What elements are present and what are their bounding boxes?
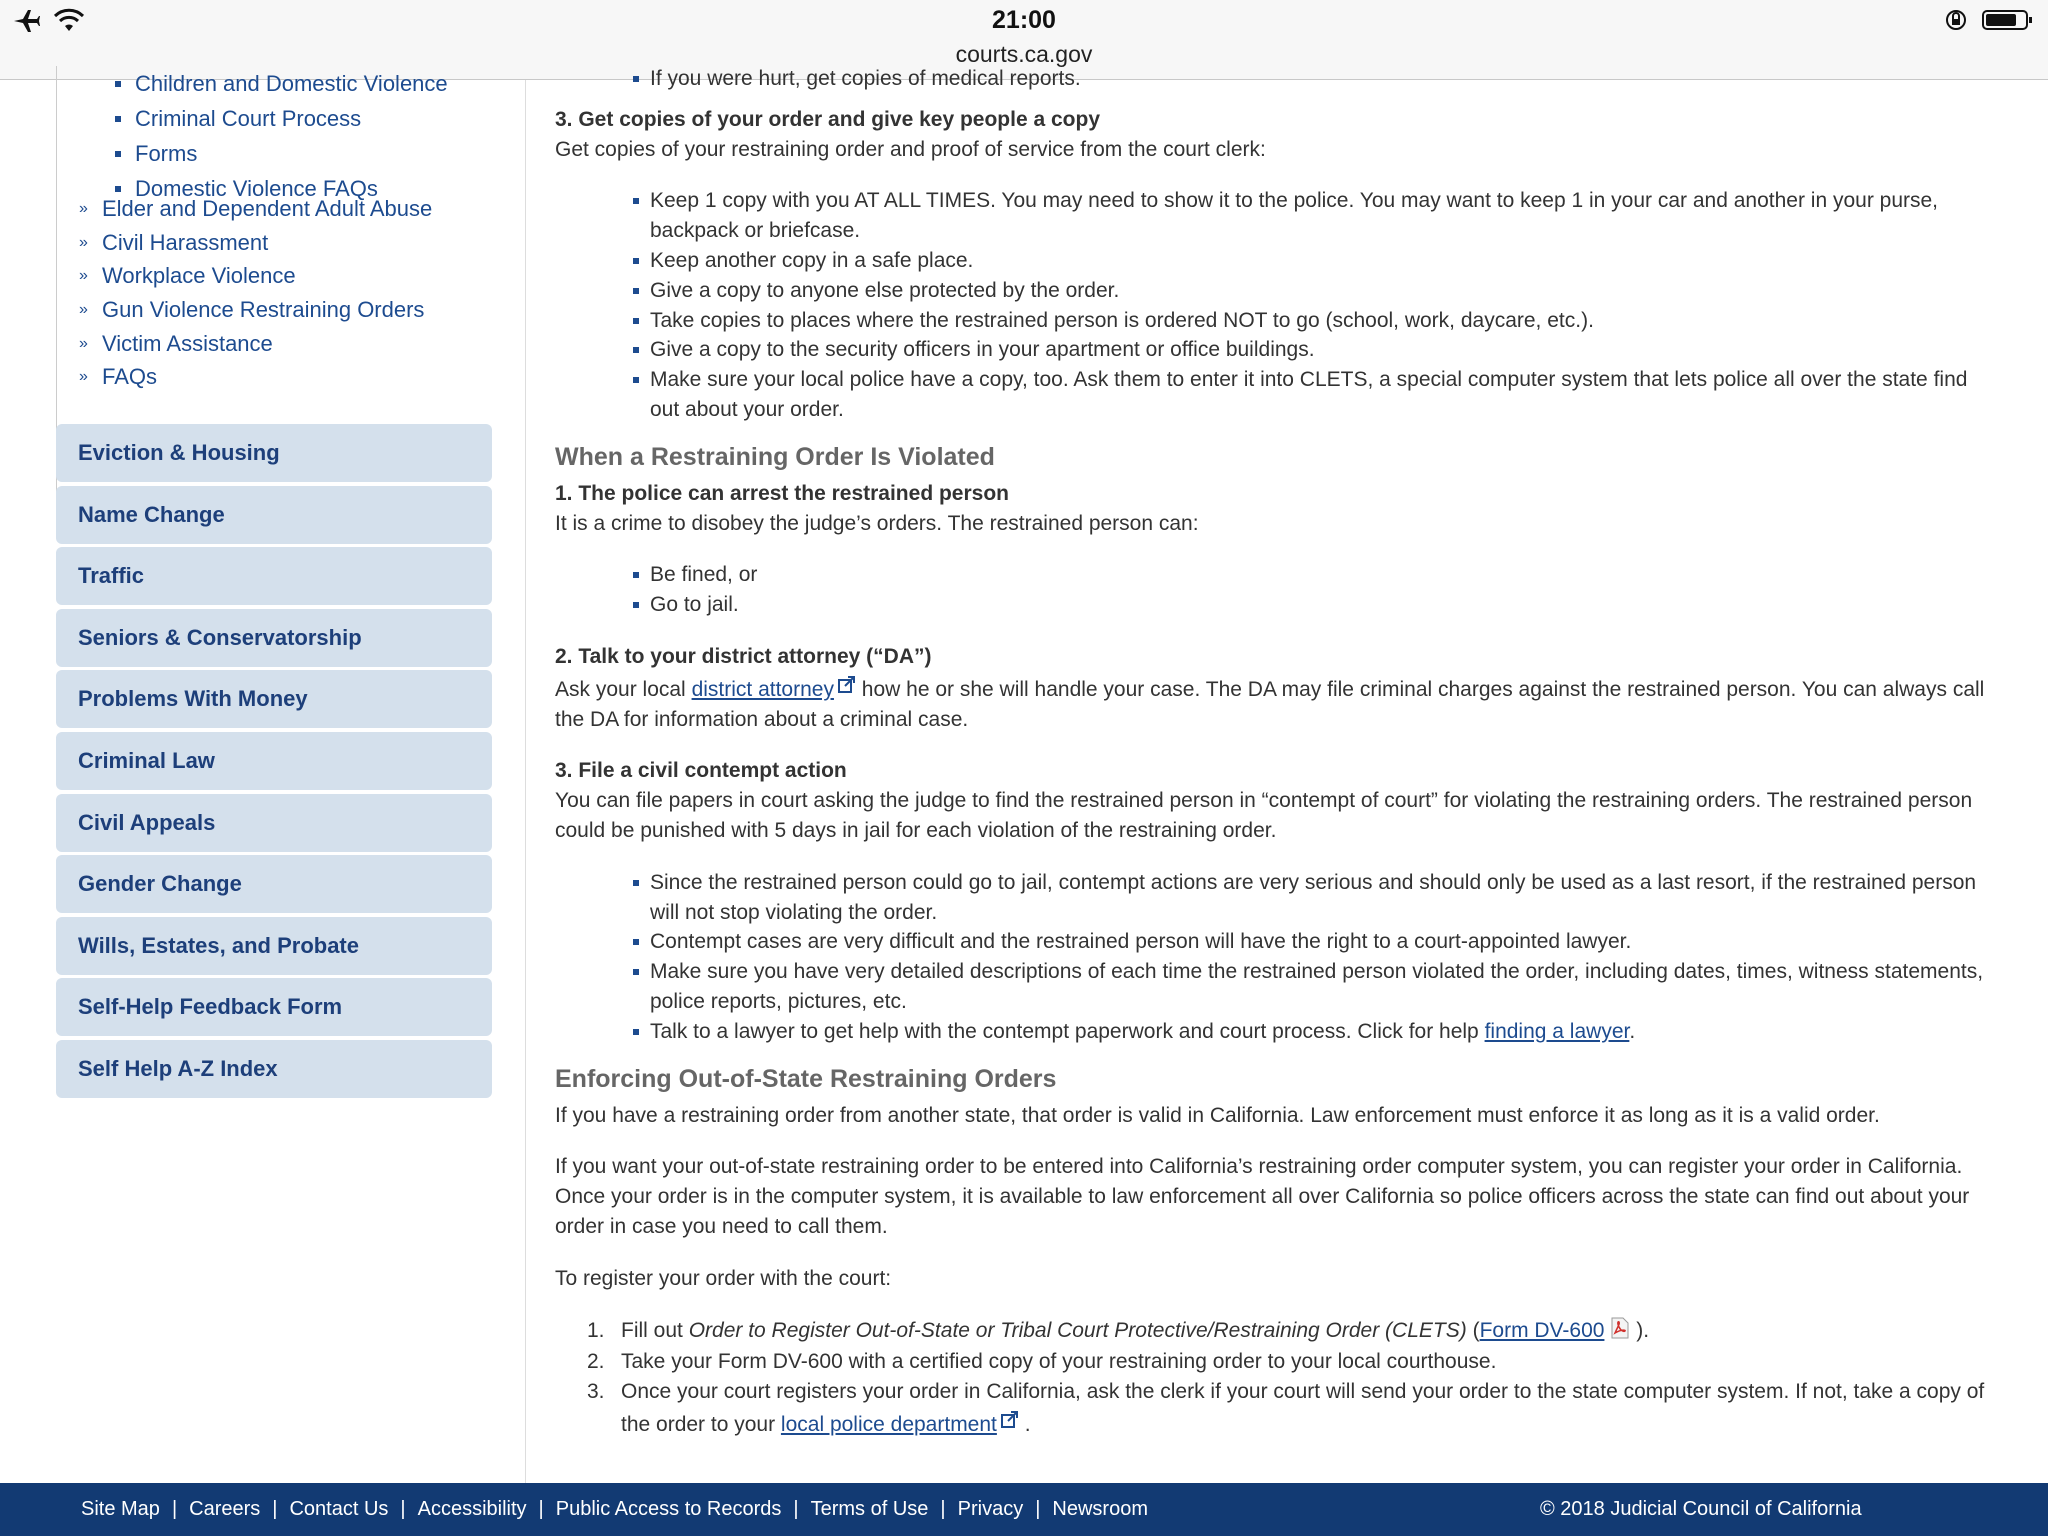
pdf-icon <box>1610 1317 1630 1348</box>
subsub-item-dv-faqs[interactable]: Domestic Violence FAQs <box>115 171 448 206</box>
district-attorney-link[interactable]: district attorney <box>691 677 834 701</box>
list-item: Take copies to places where the restrained person is ordered NOT to go (school, work, daycare, etc.). <box>650 306 1995 336</box>
topic-list <box>56 424 492 1102</box>
footer-link-accessibility[interactable]: Accessibility <box>417 1498 527 1520</box>
list-item: Talk to a lawyer to get help with the contempt paperwork and court process. Click for help finding a lawyer. <box>650 1017 1995 1047</box>
section-heading: Enforcing Out-of-State Restraining Orders <box>555 1064 1057 1093</box>
paragraph: You can file papers in court asking the judge to find the restrained person in “contempt of court” for violating the restraining orders. The restrained person could be punished with 5 days in jail for each violation of the restraining order. <box>555 789 1973 842</box>
footer-separator: | <box>940 1498 946 1520</box>
topic-feedback-form[interactable]: Self-Help Feedback Form <box>56 978 492 1036</box>
list-item: Give a copy to anyone else protected by the order. <box>650 276 1995 306</box>
subitem-civil-harassment[interactable]: » Civil Harassment <box>79 226 432 260</box>
footer-separator: | <box>1035 1498 1041 1520</box>
footer-separator: | <box>171 1498 178 1520</box>
topic-a-z-index[interactable]: Self Help A-Z Index <box>56 1040 492 1098</box>
copyright: © 2018 Judicial Council of California <box>1540 1498 1862 1520</box>
footer <box>0 1483 2048 1536</box>
list-item: If you were hurt, get copies of medical reports. <box>650 64 1995 94</box>
bullet-list <box>555 868 1995 1047</box>
list-item: Since the restrained person could go to jail, contempt actions are very serious and should only be used as a last resort, if the restrained person will not stop violating the order. <box>650 868 1995 928</box>
footer-separator: | <box>272 1498 278 1520</box>
subsub-item-children[interactable]: Children and Domestic Violence <box>115 66 448 101</box>
double-chevron-icon: » <box>79 233 88 251</box>
list-item: Go to jail. <box>650 590 1995 620</box>
subsub-item-criminal-court[interactable]: Criminal Court Process <box>115 101 448 136</box>
list-item: Keep 1 copy with you AT ALL TIMES. You may need to show it to the police. You may want to keep 1 in your car and another in your purse, backpack or briefcase. <box>650 186 1995 246</box>
numbered-list <box>555 1316 1995 1440</box>
paragraph: If you want your out-of-state restraining order to be entered into California’s restraining order computer system, you can register your order in California. Once your order is in the computer system, it is available to law enforcement all over California so police officers across the state can find out about your order in case you need to call them. <box>555 1155 1970 1238</box>
partial-list <box>555 64 1995 94</box>
footer-link-public-access[interactable]: Public Access to Records <box>555 1498 782 1520</box>
list-item: 2. Take your Form DV-600 with a certified copy of your restraining order to your local courthouse. <box>587 1350 1497 1374</box>
topic-problems-with-money[interactable]: Problems With Money <box>56 670 492 728</box>
topic-civil-appeals[interactable]: Civil Appeals <box>56 794 492 852</box>
paragraph: Ask your local district attorney how he or she will handle your case. The DA may file criminal charges against the restrained person. You can always call the DA for information about a criminal case. <box>555 672 1995 735</box>
finding-a-lawyer-link[interactable]: finding a lawyer <box>1484 1019 1630 1043</box>
footer-link-terms[interactable]: Terms of Use <box>810 1498 929 1520</box>
footer-link-site-map[interactable]: Site Map <box>81 1498 160 1520</box>
topic-criminal-law[interactable]: Criminal Law <box>56 732 492 790</box>
subitem-workplace-violence[interactable]: » Workplace Violence <box>79 259 432 293</box>
topic-seniors-conservatorship[interactable]: Seniors & Conservatorship <box>56 609 492 667</box>
double-chevron-icon: » <box>79 267 88 285</box>
topic-wills-estates-probate[interactable]: Wills, Estates, and Probate <box>56 917 492 975</box>
list-item: 3. Once your court registers your order in California, ask the clerk if your court will send your order to the state computer system. If not, take a copy of the order to your local police department . <box>587 1380 1985 1436</box>
subitem-victim-assistance[interactable]: » Victim Assistance <box>79 327 432 361</box>
list-item: Give a copy to the security officers in your apartment or office buildings. <box>650 335 1995 365</box>
double-chevron-icon: » <box>79 334 88 352</box>
topic-traffic[interactable]: Traffic <box>56 547 492 605</box>
double-chevron-icon: » <box>79 301 88 319</box>
footer-link-privacy[interactable]: Privacy <box>957 1498 1024 1520</box>
form-dv-600-link[interactable]: Form DV-600 <box>1479 1318 1605 1342</box>
rotation-lock-icon <box>1944 8 1968 37</box>
topic-eviction-housing[interactable]: Eviction & Housing <box>56 424 492 482</box>
topic-gender-change[interactable]: Gender Change <box>56 855 492 913</box>
paragraph: Get copies of your restraining order and proof of service from the court clerk: <box>555 137 1266 161</box>
external-link-icon <box>1001 1407 1019 1437</box>
url-bar[interactable]: courts.ca.gov <box>955 41 1093 67</box>
paragraph: It is a crime to disobey the judge’s orders. The restrained person can: <box>555 511 1199 535</box>
local-police-link[interactable]: local police department <box>780 1412 997 1436</box>
subitem-faqs[interactable]: » FAQs <box>79 360 432 394</box>
subitems-list <box>79 192 432 394</box>
section-title: 3. File a civil contempt action <box>555 759 847 783</box>
section-title: 1. The police can arrest the restrained person <box>555 481 1009 505</box>
list-item: Contempt cases are very difficult and the restrained person will have the right to a court-appointed lawyer. <box>650 927 1995 957</box>
section-title: 3. Get copies of your order and give key people a copy <box>555 107 1100 131</box>
paragraph: If you have a restraining order from another state, that order is valid in California. Law enforcement must enforce it as long as it is a valid order. <box>555 1103 1880 1127</box>
double-chevron-icon: » <box>79 200 88 217</box>
topic-name-change[interactable]: Name Change <box>56 486 492 544</box>
list-item: Be fined, or <box>650 560 1995 590</box>
footer-link-contact-us[interactable]: Contact Us <box>289 1498 389 1520</box>
subsub-list <box>115 66 448 206</box>
section-title: 2. Talk to your district attorney (“DA”) <box>555 644 932 668</box>
clock: 21:00 <box>992 6 1056 34</box>
external-link-icon <box>838 672 856 702</box>
bullet-list <box>555 560 1995 620</box>
list-item: Make sure your local police have a copy, too. Ask them to enter it into CLETS, a special computer system that lets police all over the state find out about your order. <box>650 365 1995 425</box>
footer-links <box>81 1483 1148 1536</box>
double-chevron-icon: » <box>79 368 88 386</box>
section-heading: When a Restraining Order Is Violated <box>555 442 995 471</box>
list-item: Make sure you have very detailed descriptions of each time the restrained person violated the order, including dates, times, witness statements, police reports, pictures, etc. <box>650 957 1995 1017</box>
footer-link-newsroom[interactable]: Newsroom <box>1052 1498 1148 1520</box>
list-item: 1. Fill out Order to Register Out-of-State or Tribal Court Protective/Restraining Order (CLETS) (Form DV-600 ). <box>621 1316 1995 1348</box>
footer-separator: | <box>793 1498 799 1520</box>
battery-icon <box>1982 8 2034 37</box>
subitem-gun-violence[interactable]: » Gun Violence Restraining Orders <box>79 293 432 327</box>
subsub-item-forms[interactable]: Forms <box>115 136 448 171</box>
list-item: Keep another copy in a safe place. <box>650 246 1995 276</box>
bullet-list <box>555 186 1995 424</box>
subitem-elder-abuse[interactable]: » Elder and Dependent Adult Abuse <box>79 192 432 226</box>
paragraph: To register your order with the court: <box>555 1266 892 1290</box>
main-content <box>555 67 1995 1483</box>
footer-link-careers[interactable]: Careers <box>189 1498 261 1520</box>
sidebar <box>0 71 526 1483</box>
footer-separator: | <box>400 1498 406 1520</box>
footer-separator: | <box>538 1498 544 1520</box>
